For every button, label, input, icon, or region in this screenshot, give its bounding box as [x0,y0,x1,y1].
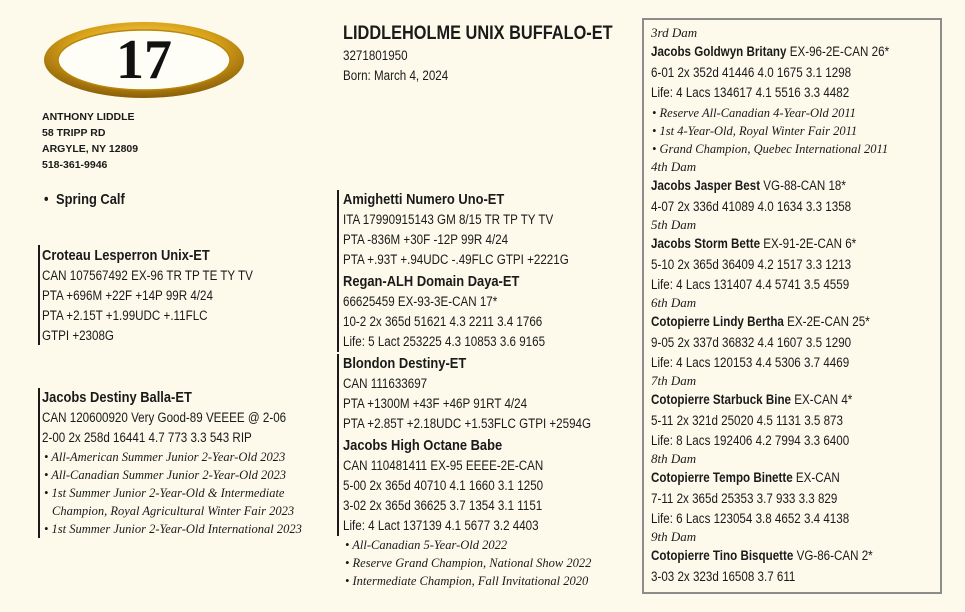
ancestor-dam-record: 7-11 2x 365d 25353 3.7 933 3.3 829 [651,491,838,506]
ancestor-dam-record: Life: 4 Lacs 134617 4.1 5516 3.3 4482 [651,85,850,100]
ancestor-dam-record: 6-01 2x 352d 41446 4.0 1675 3.1 1298 [651,65,852,80]
dam-dam-line: CAN 110481411 EX-95 EEEE-2E-CAN [343,458,544,473]
dam-dam-bracket [337,436,339,536]
ancestor-dam-record: Life: 6 Lacs 123054 3.8 4652 3.4 4138 [651,511,850,526]
dam-dam-honor: • Intermediate Champion, Fall Invitational 2020 [345,574,589,588]
dam-generation-label: 6th Dam [651,295,697,310]
dam-generation-label: 3rd Dam [651,25,698,40]
ancestor-dam-record: Life: 4 Lacs 131407 4.4 5741 3.5 4559 [651,277,850,292]
dam-dam-honor: • Reserve Grand Champion, National Show 2022 [345,556,592,570]
dam-sire-line: PTA +2.85T +2.18UDC +1.53FLC GTPI +2594G [343,416,592,431]
sire-sire-bracket [337,190,339,272]
lot-number: 17 [116,29,172,91]
ancestor-dam-record: 5-11 2x 321d 25020 4.5 1131 3.5 873 [651,413,843,428]
dam-generation-label: 7th Dam [651,373,697,388]
sire-sire-line: ITA 17990915143 GM 8/15 TR TP TY TV [343,212,554,227]
ancestor-dam-record: 9-05 2x 337d 36832 4.4 1607 3.5 1290 [651,335,852,350]
dam-sire-name: Blondon Destiny-ET [343,355,467,372]
animal-category: Spring Calf [56,191,125,208]
dam-generation-label: 4th Dam [651,159,697,174]
dam-dam-line: 3-02 2x 365d 36625 3.7 1354 3.1 1151 [343,498,543,513]
dam-dam-honor: • All-Canadian 5-Year-Old 2022 [345,538,508,552]
consignor-name: ANTHONY LIDDLE [42,111,135,123]
dam-honor: • All-Canadian Summer Junior 2-Year-Old 2023 [44,468,286,482]
animal-birthdate: Born: March 4, 2024 [343,68,449,83]
ancestor-dam-name: Cotopierre Starbuck Bine [651,392,792,407]
ancestor-dam-title [651,234,856,254]
ancestor-dam-class: EX-96-2E-CAN 26* [786,44,890,59]
consignor-address-line1: 58 TRIPP RD [42,127,106,139]
sire-dam-bracket [337,272,339,352]
animal-name: LIDDLEHOLME UNIX BUFFALO-ET [343,23,613,44]
dam-generation-label: 8th Dam [651,451,697,466]
ancestor-dam-class: EX-CAN [792,470,840,485]
dam-honor: • 1st Summer Junior 2-Year-Old & Intermediate [44,486,285,500]
dam-dam-name: Jacobs High Octane Babe [343,437,503,454]
dam-line: CAN 120600920 Very Good-89 VEEEE @ 2-06 [42,410,287,425]
ancestor-dam-title [651,468,840,488]
dam-bracket [38,388,40,538]
ancestor-dam-name: Cotopierre Tino Bisquette [651,548,794,563]
ancestor-dam-honor: • Grand Champion, Quebec International 2011 [652,142,889,156]
sire-line: CAN 107567492 EX-96 TR TP TE TY TV [42,268,253,283]
ancestor-dam-record: 5-10 2x 365d 36409 4.2 1517 3.3 1213 [651,257,852,272]
dam-name: Jacobs Destiny Balla-ET [42,389,192,406]
dam-dam-line: 5-00 2x 365d 40710 4.1 1660 3.1 1250 [343,478,544,493]
sire-sire-name: Amighetti Numero Uno-ET [343,191,505,208]
ancestor-dam-class: VG-88-CAN 18* [760,178,846,193]
sire-line: PTA +696M +22F +14P 99R 4/24 [42,288,213,303]
sire-sire-line: PTA +.93T +.94UDC -.49FLC GTPI +2221G [343,252,569,267]
sire-line: PTA +2.15T +1.99UDC +.11FLC [42,308,208,323]
ancestor-dam-honor: • 1st 4-Year-Old, Royal Winter Fair 2011 [652,124,858,138]
ancestor-dam-title [651,176,846,196]
sire-sire-line: PTA -836M +30F -12P 99R 4/24 [343,232,509,247]
ancestor-dam-name: Jacobs Jasper Best [651,178,761,193]
sire-dam-line: 10-2 2x 365d 51621 4.3 2211 3.4 1766 [343,314,543,329]
ancestor-dam-class: VG-86-CAN 2* [793,548,873,563]
sire-dam-name: Regan-ALH Domain Daya-ET [343,273,520,290]
sire-line: GTPI +2308G [42,328,114,343]
ancestor-dam-record: Life: 4 Lacs 120153 4.4 5306 3.7 4469 [651,355,850,370]
ancestor-dam-title [651,390,852,410]
ancestor-dam-name: Jacobs Goldwyn Britany [651,44,787,59]
category-bullet: • [44,191,49,208]
ancestor-dam-name: Cotopierre Tempo Binette [651,470,793,485]
ancestor-dam-name: Jacobs Storm Bette [651,236,761,251]
sire-name: Croteau Lesperron Unix-ET [42,247,210,264]
ancestor-dam-name: Cotopierre Lindy Bertha [651,314,784,329]
ancestor-dam-title [651,546,873,566]
ancestor-dam-title [651,42,889,62]
dam-sire-line: CAN 111633697 [343,376,428,391]
dam-dam-line: Life: 4 Lact 137139 4.1 5677 3.2 4403 [343,518,539,533]
dam-generation-label: 9th Dam [651,529,697,544]
dam-sire-line: PTA +1300M +43F +46P 91RT 4/24 [343,396,528,411]
sire-bracket [38,245,40,345]
dam-honor: • All-American Summer Junior 2-Year-Old 2023 [44,450,286,464]
dam-honor-cont: Champion, Royal Agricultural Winter Fair 2023 [52,504,295,518]
sire-dam-line: 66625459 EX-93-3E-CAN 17* [343,294,498,309]
dam-generation-label: 5th Dam [651,217,697,232]
dam-honor: • 1st Summer Junior 2-Year-Old International 2023 [44,522,302,536]
sire-dam-line: Life: 5 Lact 253225 4.3 10853 3.6 9165 [343,334,546,349]
ancestor-dam-record: 3-03 2x 323d 16508 3.7 611 [651,569,796,584]
ancestor-dam-record: Life: 8 Lacs 192406 4.2 7994 3.3 6400 [651,433,850,448]
consignor-address-line2: ARGYLE, NY 12809 [42,143,139,155]
ancestor-dam-record: 4-07 2x 336d 41089 4.0 1634 3.3 1358 [651,199,852,214]
animal-registration: 3271801950 [343,48,408,63]
ancestor-dam-title [651,312,870,332]
dam-sire-bracket [337,354,339,436]
ancestor-dam-class: EX-CAN 4* [791,392,853,407]
dam-line: 2-00 2x 258d 16441 4.7 773 3.3 543 RIP [42,430,252,445]
ancestor-dam-class: EX-2E-CAN 25* [783,314,870,329]
ancestor-dam-class: EX-91-2E-CAN 6* [760,236,857,251]
ancestor-dam-honor: • Reserve All-Canadian 4-Year-Old 2011 [652,106,856,120]
consignor-phone: 518-361-9946 [42,159,108,171]
